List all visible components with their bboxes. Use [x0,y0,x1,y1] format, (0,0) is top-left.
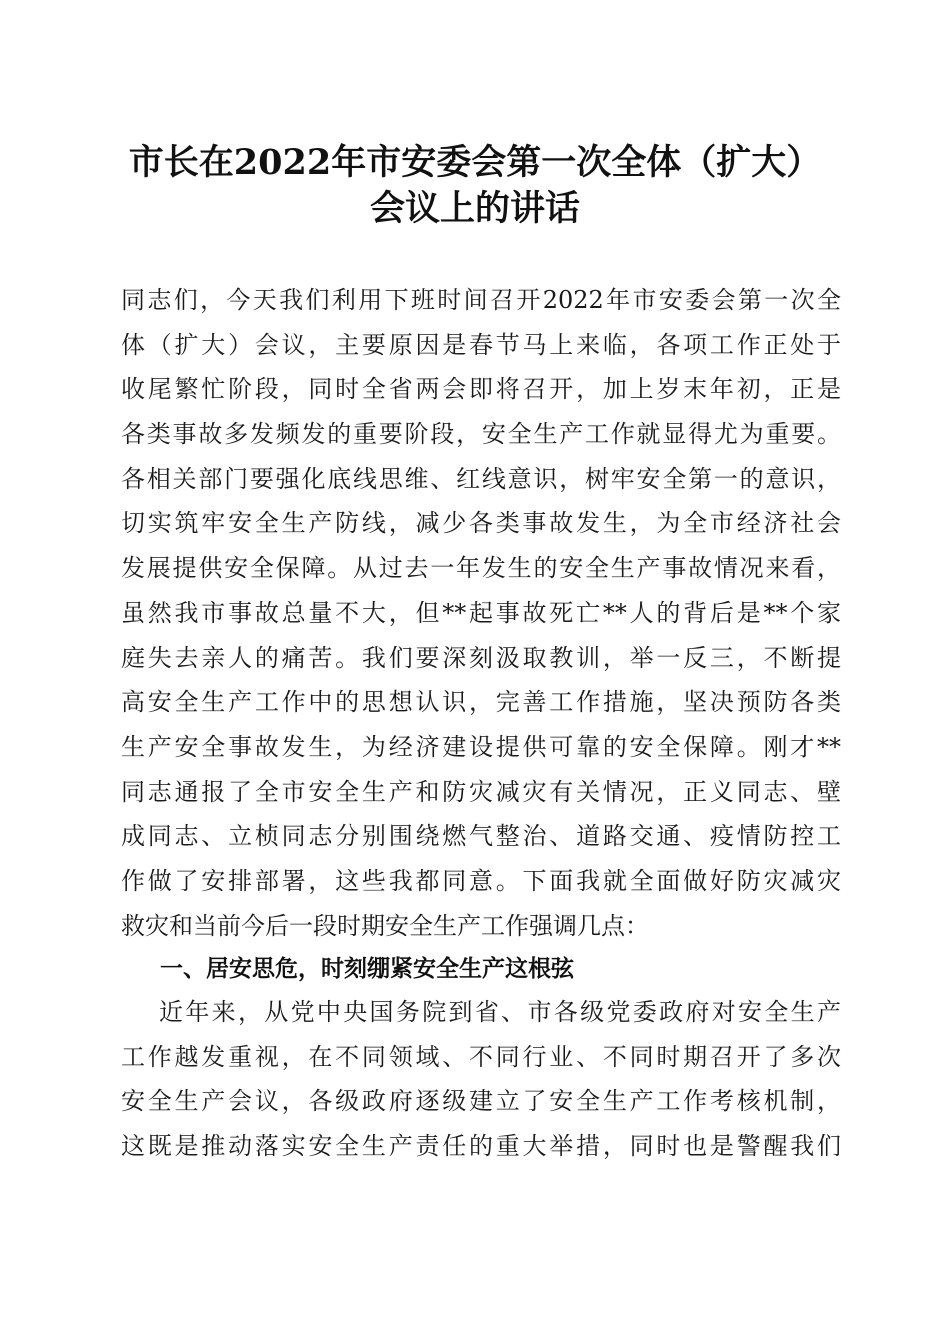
paragraph-1 [121,278,841,948]
document-title-line-2: 会议上的讲话 [369,188,580,229]
paragraph-1-line-1: 同志们，今天我们利用下班时间召开2022年市安委会第一次全 [121,286,841,314]
paragraph-1-line-14: 作做了安排部署，这些我都同意。下面我就全面做好防灾减灾 [121,866,841,895]
paragraph-1-line-7: 发展提供安全保障。从过去一年发生的安全生产事故情况来看， [121,554,841,583]
paragraph-2-line-1: 近年来，从党中央国务院到省、市各级党委政府对安全生产 [159,998,841,1026]
paragraph-1-line-2: 体（扩大）会议，主要原因是春节马上来临，各项工作正处于 [121,330,841,359]
paragraph-1-line-11: 生产安全事故发生，为经济建设提供可靠的安全保障。刚才** [121,732,841,761]
paragraph-1-line-4: 各类事故多发频发的重要阶段，安全生产工作就显得尤为重要。 [121,420,841,449]
section-1-heading: 一、居安思危，时刻绷紧安全生产这根弦 [160,956,574,982]
paragraph-2-line-3: 安全生产会议，各级政府逐级建立了安全生产工作考核机制， [121,1087,841,1116]
paragraph-1-line-3: 收尾繁忙阶段，同时全省两会即将召开，加上岁末年初，正是 [121,375,841,404]
paragraph-2 [121,990,841,1169]
paragraph-1-line-6: 切实筑牢安全生产防线，减少各类事故发生，为全市经济社会 [121,509,841,538]
paragraph-1-line-12: 同志通报了全市安全生产和防灾减灾有关情况，正义同志、壁 [121,777,841,806]
paragraph-2-line-4: 这既是推动落实安全生产责任的重大举措，同时也是警醒我们 [121,1132,841,1161]
paragraph-1-line-13: 成同志、立桢同志分别围绕燃气整治、道路交通、疫情防控工 [121,822,841,851]
document-title-line-1: 市长在2022年市安委会第一次全体（扩大） [128,142,822,183]
paragraph-1-line-8: 虽然我市事故总量不大，但**起事故死亡**人的背后是**个家 [121,598,841,627]
paragraph-1-line-10: 高安全生产工作中的思想认识，完善工作措施，坚决预防各类 [121,688,841,717]
paragraph-1-line-9: 庭失去亲人的痛苦。我们要深刻汲取教训，举一反三，不断提 [121,643,841,672]
paragraph-2-line-2: 工作越发重视，在不同领域、不同行业、不同时期召开了多次 [121,1042,841,1071]
paragraph-1-line-5: 各相关部门要强化底线思维、红线意识，树牢安全第一的意识， [121,464,841,493]
paragraph-1-line-15: 救灾和当前今后一段时期安全生产工作强调几点： [121,911,649,940]
